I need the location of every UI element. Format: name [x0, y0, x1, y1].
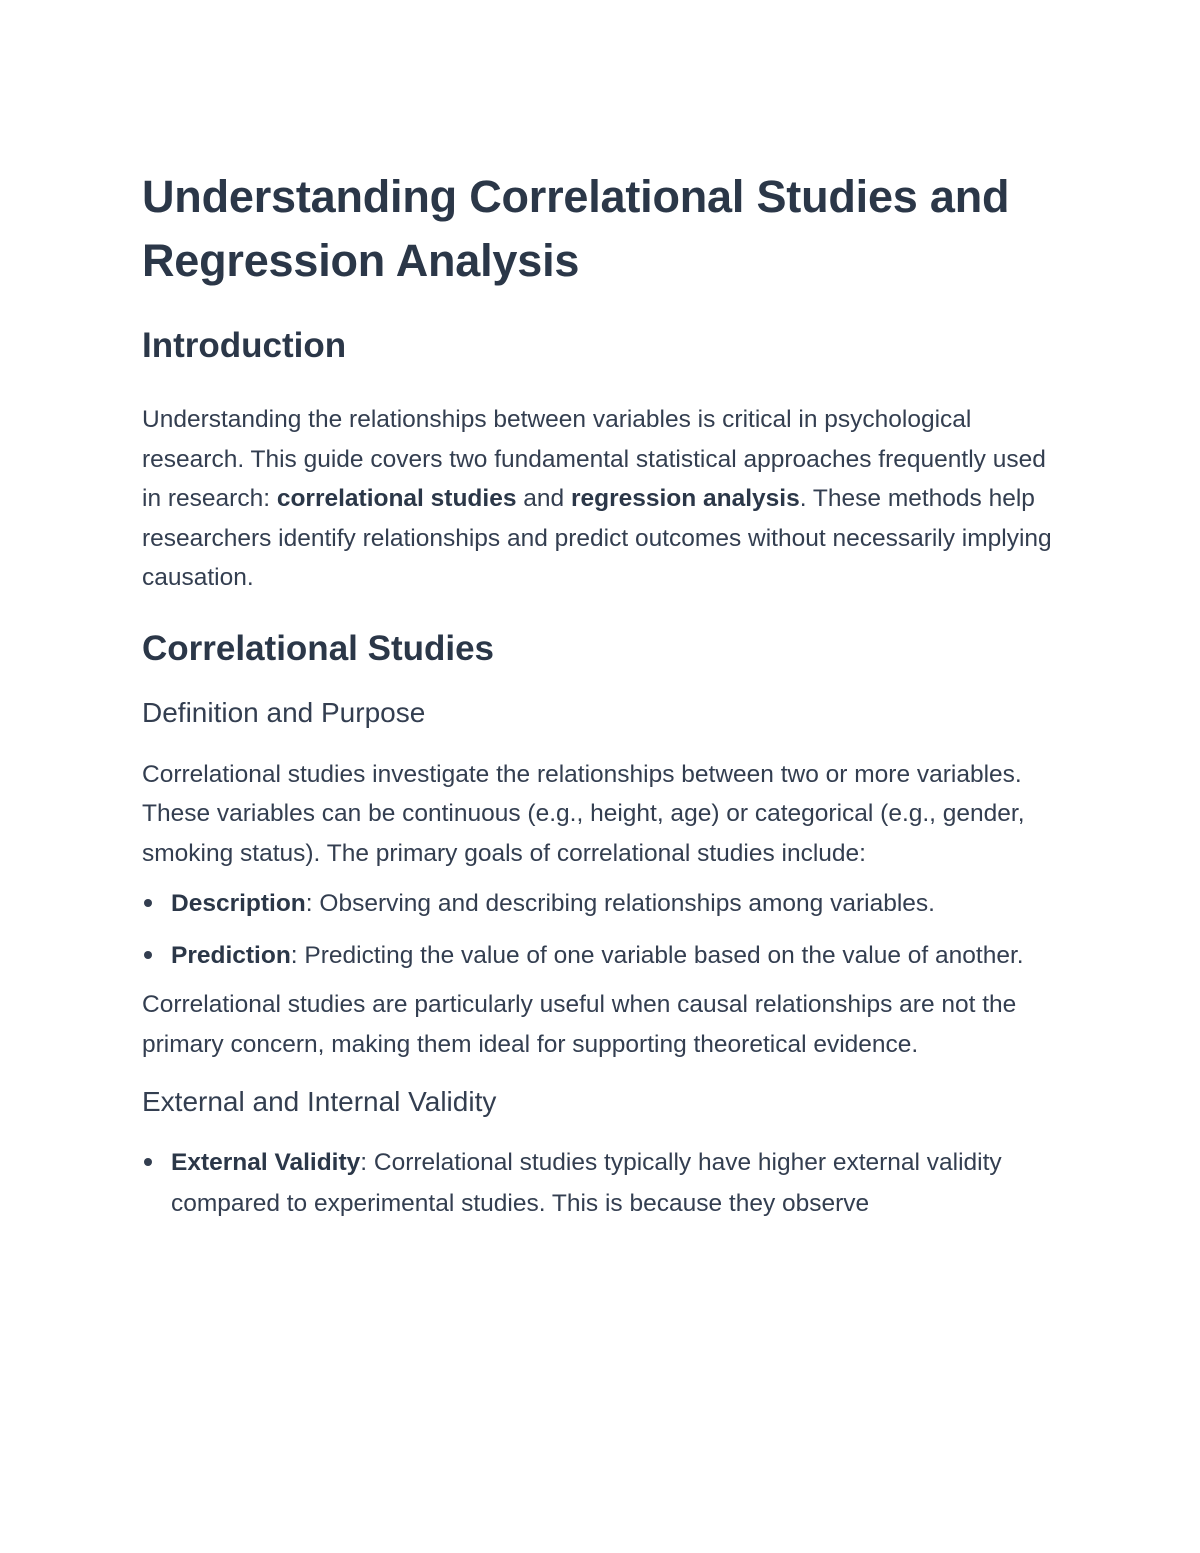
validity-list: [142, 1142, 1060, 1224]
validity-term: External Validity: [171, 1149, 361, 1176]
goal-term: Description: [171, 890, 306, 917]
usefulness-paragraph: Correlational studies are particularly useful when causal relationships are not the primary concern, making them ideal for supporting theoretical evidence.: [142, 991, 1017, 1058]
intro-text-3: . These methods help researchers identify relationships and predict outcomes without necessarily implying causation.: [142, 485, 1052, 591]
correlational-studies-heading: Correlational Studies: [142, 628, 495, 668]
introduction-heading: Introduction: [142, 326, 347, 365]
validity-text: : Correlational studies typically have higher external validity compared to experimental studies. This is because they observe: [171, 1149, 1002, 1217]
goal-term: Prediction: [171, 942, 291, 969]
goal-text: : Predicting the value of one variable based on the value of another.: [290, 942, 1024, 969]
introduction-paragraph: [142, 400, 1060, 598]
intro-text-1: Understanding the relationships between variables is critical in psychological research. This guide covers two fundamental statistical approaches frequently used in research:: [142, 406, 1046, 512]
definition-paragraph: Correlational studies investigate the relationships between two or more variables. These variables can be continuous (e.g., height, age) or categorical (e.g., gender, smoking status). The primary goals of correlational studies include:: [142, 760, 1025, 867]
list-item-external-validity: [142, 1142, 1060, 1224]
list-item-prediction: [142, 935, 1060, 976]
intro-bold-correlational: correlational studies: [276, 485, 517, 512]
definition-purpose-heading: Definition and Purpose: [142, 696, 426, 728]
goals-list: [142, 883, 1060, 976]
intro-bold-regression: regression analysis: [570, 485, 800, 512]
document-title: Understanding Correlational Studies and Regression Analysis: [142, 171, 1010, 286]
intro-text-2: and: [516, 485, 571, 512]
list-item-description: [142, 883, 1060, 924]
bullet-icon: [144, 899, 152, 907]
bullet-icon: [144, 1158, 152, 1166]
validity-heading: External and Internal Validity: [142, 1086, 497, 1117]
goal-text: : Observing and describing relationships among variables.: [305, 890, 935, 917]
bullet-icon: [144, 951, 152, 959]
